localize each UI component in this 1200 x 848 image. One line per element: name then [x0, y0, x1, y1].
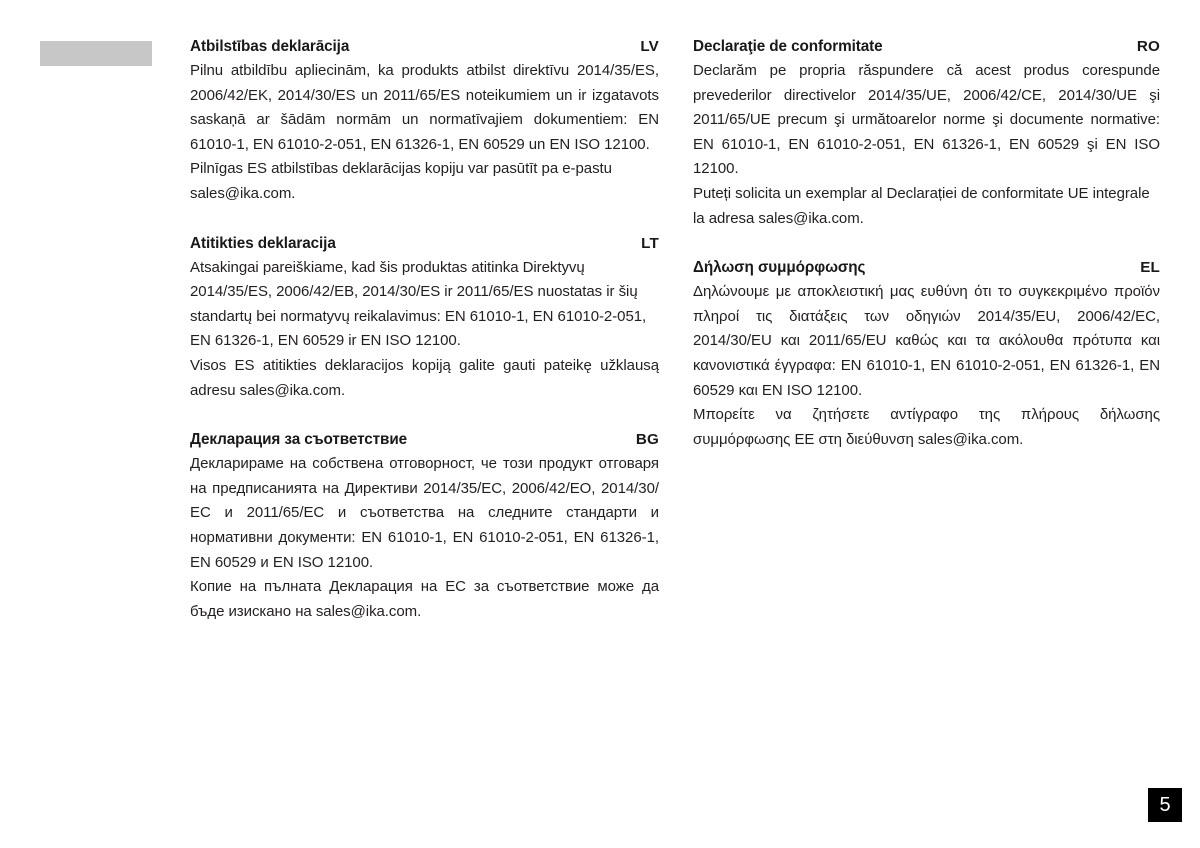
- declaration-title-el: Δήλωση συμμόρφωσης: [693, 259, 866, 277]
- declaration-body-lt: [190, 256, 659, 404]
- declaration-contact-paragraph: Puteți solicita un exemplar al Declarației de conformitate UE integrale la adresa sales@ika.com.: [693, 184, 1150, 227]
- declaration-contact-paragraph: Visos ES atitikties deklaracijos kopiją galite gauti pateikę užklausą adresu sales@ika.com.: [190, 356, 659, 399]
- page-number-badge: 5: [1148, 788, 1182, 822]
- declaration-contact-paragraph: Μπορείτε να ζητήσετε αντίγραφο της πλήρους δήλωσης συμμόρφωσης ΕΕ στη διεύθυνση sales@ika.com.: [693, 406, 1160, 448]
- declaration-paragraph: Pilnu atbildību apliecinām, ka produkts atbilst direktīvu 2014/35/ES, 2006/42/EK, 2014/30/ES un 2011/65/ES noteikumiem un ir izgatavots saskaņā ar šādām normām un normatīvajiem dokumentiem: EN 61010-1, EN 61010-2-051, EN 61326-1, EN 60529 un EN ISO 12100.: [190, 62, 659, 153]
- declaration-heading-bg: [190, 427, 659, 452]
- declaration-block-bg: [190, 427, 659, 624]
- declaration-block-ro: [693, 34, 1160, 231]
- declaration-block-lv: [190, 34, 659, 207]
- declaration-heading-ro: [693, 34, 1160, 59]
- declaration-title-bg: Декларация за съответствие: [190, 431, 408, 449]
- language-code-el: EL: [1140, 259, 1160, 277]
- declaration-paragraph: Декларираме на собствена отговорност, че този продукт отговаря на предписанията на Директиви 2014/35/ЕС, 2006/42/ЕО, 2014/30/ЕС и 2011/65/ЕС и съответства на следните стандарти и нормативни документи: EN 61010-1, EN 61010-2-051, EN 61326-1, EN 60529 и EN ISO 12100.: [190, 455, 659, 571]
- language-code-lv: LV: [640, 38, 659, 55]
- left-column: [190, 34, 659, 624]
- language-code-ro: RO: [1136, 38, 1160, 55]
- declaration-contact-paragraph: Pilnīgas ES atbilstības deklarācijas kopiju var pasūtīt pa e-pastu sales@ika.com.: [190, 160, 612, 202]
- declaration-body-lv: [190, 59, 659, 207]
- declaration-body-ro: [693, 59, 1160, 231]
- declaration-heading-lv: [190, 34, 659, 59]
- declaration-body-el: [693, 280, 1160, 452]
- declaration-heading-el: [693, 255, 1160, 280]
- declaration-block-lt: [190, 231, 659, 404]
- declaration-body-bg: [190, 452, 659, 624]
- declaration-paragraph: Atsakingai pareiškiame, kad šis produktas atitinka Direktyvų 2014/35/ES, 2006/42/EB, 2014/30/ES ir 2011/65/ES nuostatas ir šių standartų bei normatyvų reikalavimus: EN 61010-1, EN 61010-2-051, EN 61326-1, EN 60529 ir EN ISO 12100.: [190, 258, 647, 350]
- declaration-title-ro: Declaraţie de conformitate: [693, 38, 883, 55]
- declaration-title-lv: Atbilstības deklarācija: [190, 38, 350, 55]
- declaration-heading-lt: [190, 231, 659, 256]
- right-column: [693, 34, 1160, 452]
- declaration-paragraph: Δηλώνουμε με αποκλειστική μας ευθύνη ότι το συγκεκριμένο προϊόν πληροί τις διατάξεις των οδηγιών 2014/35/EU, 2006/42/EC, 2014/30/EU και 2011/65/EU καθώς και τα ακόλουθα πρότυπα και κανονιστικά έγγραφα: EN 61010-1, EN 61010-2-051, EN 61326-1, EN 60529 και EN ISO 12100.: [693, 283, 1160, 399]
- declaration-title-lt: Atitikties deklaracija: [190, 234, 336, 252]
- declaration-block-el: [693, 255, 1160, 452]
- declaration-contact-paragraph: Копие на пълната Декларация на ЕС за съответствие може да бъде изискано на sales@ika.com.: [190, 578, 659, 620]
- language-code-lt: LT: [641, 234, 659, 252]
- language-code-bg: BG: [635, 431, 659, 449]
- declaration-paragraph: Declarăm pe propria răspundere că acest produs corespunde prevederilor directivelor 2014/35/UE, 2006/42/CE, 2014/30/UE şi 2011/65/UE precum şi următoarelor norme şi documente normative: EN 61010-1, EN 61010-2-051, EN 61326-1, EN 60529 şi EN ISO 12100.: [693, 62, 1160, 178]
